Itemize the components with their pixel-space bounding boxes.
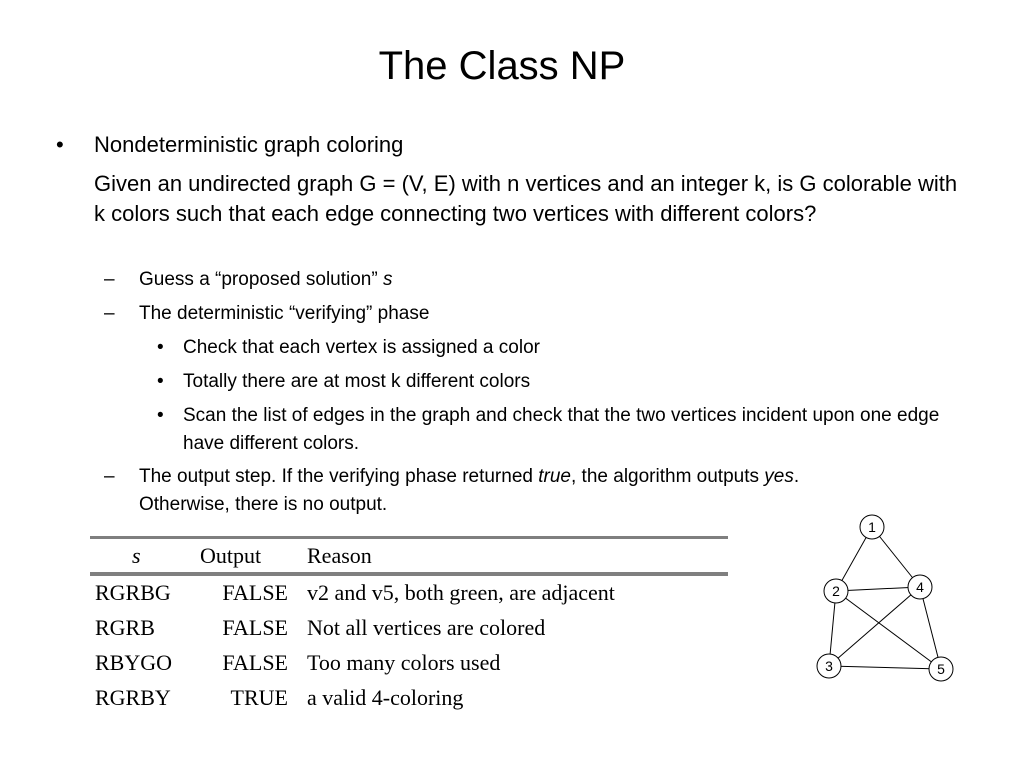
row-s: RGRB [95,615,155,640]
graph-vertex-3 [817,654,841,678]
dash-icon: – [104,269,115,290]
dash-icon: – [104,466,115,487]
row-output: FALSE [222,650,288,675]
graph-edge-2-5 [836,591,941,669]
bullet-icon: • [157,337,164,358]
row-s: RGRBG [95,580,171,605]
vertex-label: 2 [832,583,840,599]
sub-guess-var: s [382,269,393,290]
sub-verify: The deterministic “verifying” phase [139,303,430,324]
output-text-a: The output step. If the verifying phase returned [139,466,539,487]
main-bullet: Nondeterministic graph coloring [94,132,404,157]
row-reason: v2 and v5, both green, are adjacent [307,580,615,605]
output-yes: yes [764,466,794,487]
row-reason: Too many colors used [307,650,501,675]
output-text-f: Otherwise, there is no output. [139,494,388,515]
output-true: true [538,466,571,487]
table-top-rule [90,536,728,539]
bullet-icon: • [157,371,164,392]
row-output: TRUE [230,685,288,710]
graph-vertex-2 [824,579,848,603]
problem-statement: Given an undirected graph G = (V, E) with n vertices and an integer k, is G colorable with k colors such that each edge connecting two vertices with different colors? [94,171,958,226]
check-item: Totally there are at most k different colors [183,371,531,392]
slide-title: The Class NP [378,44,626,88]
graph-edge-4-5 [920,587,941,669]
output-text-e: . [793,466,800,487]
row-s: RGRBY [95,685,171,710]
row-s: RBYGO [95,650,173,675]
vertex-label: 5 [937,661,945,677]
header-s: s [132,543,141,568]
row-reason: Not all vertices are colored [307,615,546,640]
bullet-icon: • [56,132,64,157]
check-item: Check that each vertex is assigned a color [183,337,540,358]
vertex-label: 3 [825,658,833,674]
graph-vertex-1 [860,515,884,539]
bullet-icon: • [157,405,164,426]
graph-vertex-4 [908,575,932,599]
graph-edge-2-4 [836,587,920,591]
vertex-label: 4 [916,579,924,595]
row-output: FALSE [222,615,288,640]
graph-edge-3-5 [829,666,941,669]
header-output: Output [200,543,262,568]
dash-icon: – [104,303,115,324]
vertex-label: 1 [868,519,876,535]
graph-vertex-5 [929,657,953,681]
sub-guess-text: Guess a “proposed solution” [139,269,383,290]
header-reason: Reason [307,543,372,568]
sub-guess [139,266,989,294]
row-output: FALSE [222,580,288,605]
table-header-rule [90,572,728,576]
row-reason: a valid 4-coloring [307,685,464,710]
output-text-c: , the algorithm outputs [571,466,765,487]
check-item: Scan the list of edges in the graph and check that the two vertices incident upon one edge have different colors. [183,405,940,454]
example-graph [800,505,970,695]
